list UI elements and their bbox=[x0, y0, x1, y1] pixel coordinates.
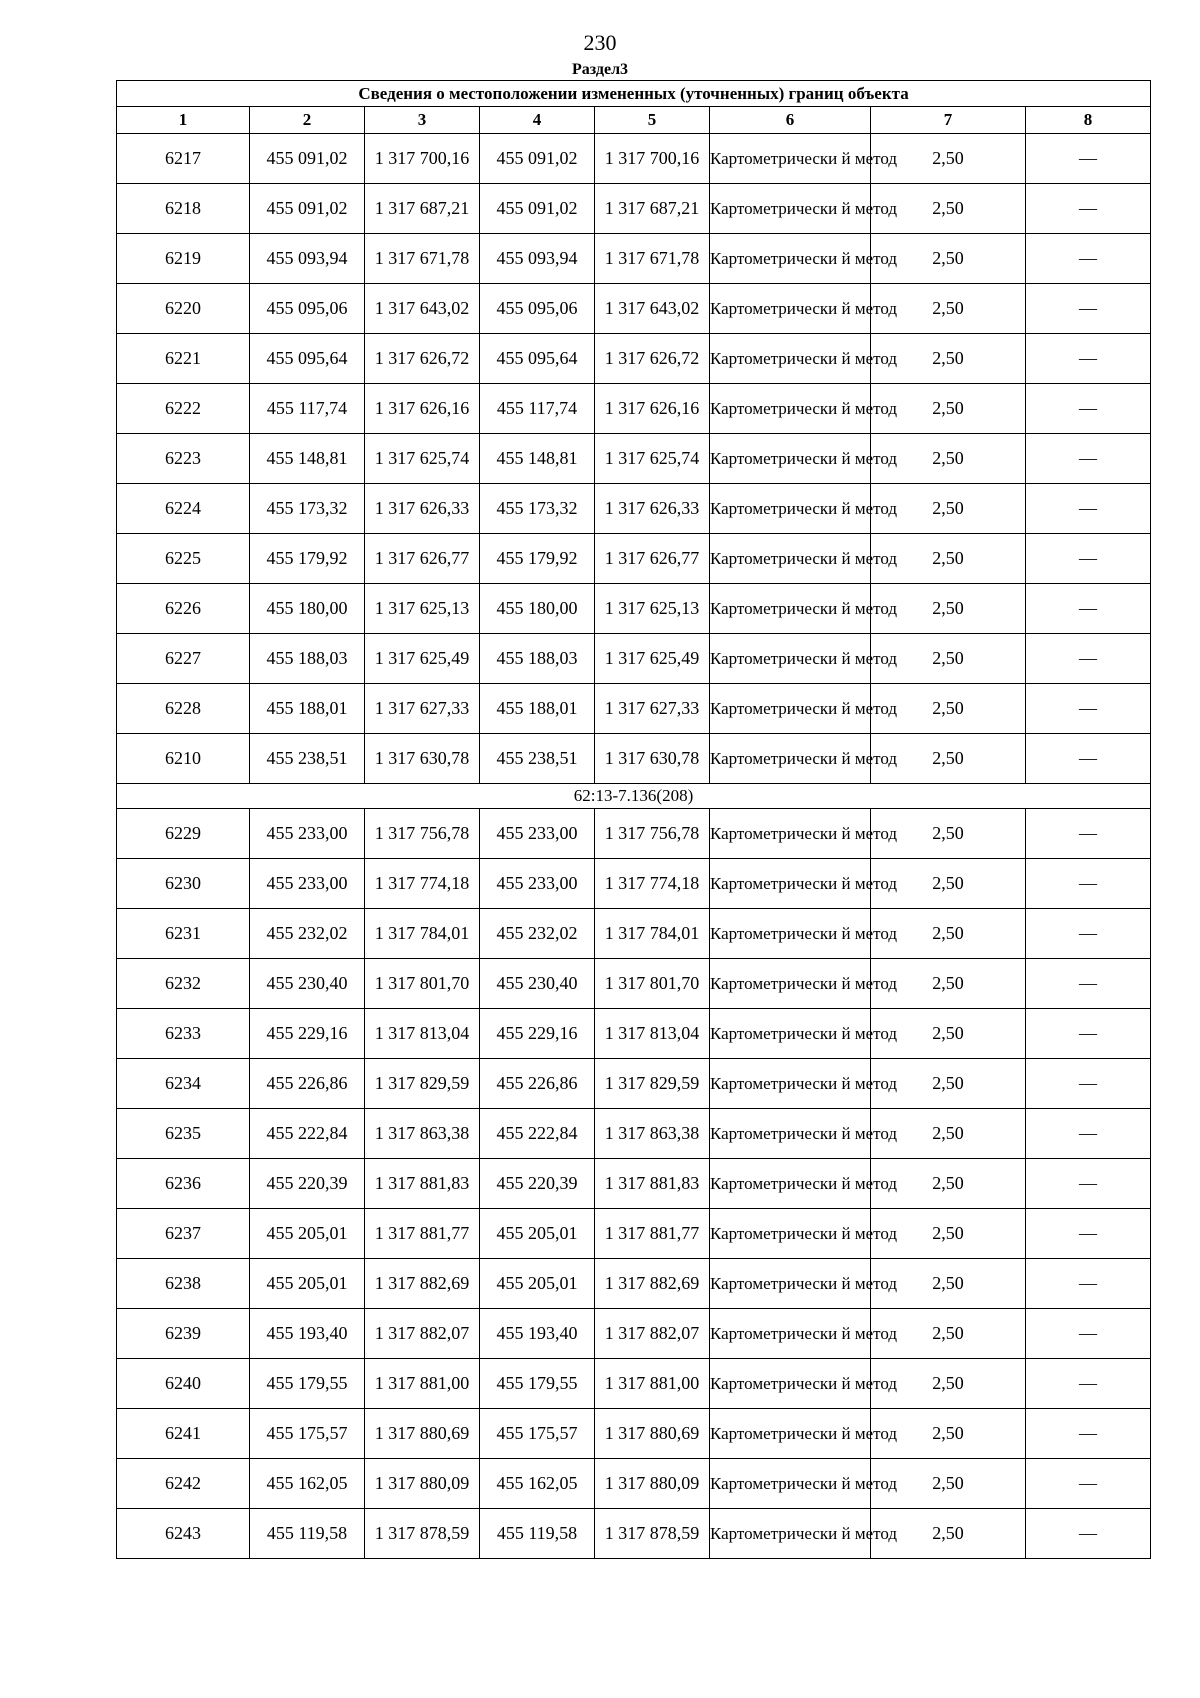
table-cell-col-4: 455 205,01 bbox=[480, 1259, 595, 1309]
table-cell-col-6: Картометрически й метод bbox=[710, 859, 871, 909]
table-cell-col-5: 1 317 625,13 bbox=[595, 584, 710, 634]
table-cell-col-4: 455 091,02 bbox=[480, 184, 595, 234]
column-number-6: 6 bbox=[710, 107, 871, 134]
table-cell-col-1: 6232 bbox=[117, 959, 250, 1009]
table-cell-col-1: 6239 bbox=[117, 1309, 250, 1359]
table-row bbox=[117, 434, 1151, 484]
table-row bbox=[117, 1159, 1151, 1209]
table-cell-col-2: 455 220,39 bbox=[250, 1159, 365, 1209]
table-cell-col-4: 455 205,01 bbox=[480, 1209, 595, 1259]
table-cell-col-6: Картометрически й метод bbox=[710, 1509, 871, 1559]
table-cell-col-8: — bbox=[1026, 1309, 1151, 1359]
table-cell-col-4: 455 095,06 bbox=[480, 284, 595, 334]
table-cell-col-5: 1 317 801,70 bbox=[595, 959, 710, 1009]
table-cell-col-6: Картометрически й метод bbox=[710, 1009, 871, 1059]
table-cell-col-3: 1 317 627,33 bbox=[365, 684, 480, 734]
table-cell-col-2: 455 119,58 bbox=[250, 1509, 365, 1559]
table-cell-col-2: 455 095,64 bbox=[250, 334, 365, 384]
table-cell-col-4: 455 220,39 bbox=[480, 1159, 595, 1209]
table-cell-col-6: Картометрически й метод bbox=[710, 434, 871, 484]
table-cell-col-7: 2,50 bbox=[871, 809, 1026, 859]
table-cell-col-3: 1 317 626,72 bbox=[365, 334, 480, 384]
table-row bbox=[117, 1209, 1151, 1259]
table-cell-col-7: 2,50 bbox=[871, 434, 1026, 484]
table-cell-col-7: 2,50 bbox=[871, 959, 1026, 1009]
table-cell-col-2: 455 232,02 bbox=[250, 909, 365, 959]
table-cell-col-5: 1 317 630,78 bbox=[595, 734, 710, 784]
table-cell-col-1: 6229 bbox=[117, 809, 250, 859]
table-cell-col-8: — bbox=[1026, 809, 1151, 859]
table-cell-col-6: Картометрически й метод bbox=[710, 334, 871, 384]
table-cell-col-2: 455 238,51 bbox=[250, 734, 365, 784]
table-cell-col-8: — bbox=[1026, 1109, 1151, 1159]
table-cell-col-5: 1 317 626,77 bbox=[595, 534, 710, 584]
table-cell-col-6: Картометрически й метод bbox=[710, 634, 871, 684]
table-cell-col-3: 1 317 881,00 bbox=[365, 1359, 480, 1409]
table-cell-col-6: Картометрически й метод bbox=[710, 1109, 871, 1159]
table-row bbox=[117, 809, 1151, 859]
table-cell-col-4: 455 233,00 bbox=[480, 809, 595, 859]
table-cell-col-7: 2,50 bbox=[871, 184, 1026, 234]
table-cell-col-4: 455 162,05 bbox=[480, 1459, 595, 1509]
table-cell-col-6: Картометрически й метод bbox=[710, 1409, 871, 1459]
table-cell-col-4: 455 148,81 bbox=[480, 434, 595, 484]
table-cell-col-7: 2,50 bbox=[871, 384, 1026, 434]
table-cell-col-4: 455 091,02 bbox=[480, 134, 595, 184]
table-row bbox=[117, 1409, 1151, 1459]
table-cell-col-4: 455 193,40 bbox=[480, 1309, 595, 1359]
table-cell-col-1: 6230 bbox=[117, 859, 250, 909]
table-cell-col-1: 6235 bbox=[117, 1109, 250, 1159]
table-cell-col-5: 1 317 881,00 bbox=[595, 1359, 710, 1409]
table-cell-col-7: 2,50 bbox=[871, 134, 1026, 184]
table-cell-col-6: Картометрически й метод bbox=[710, 734, 871, 784]
table-cell-col-2: 455 222,84 bbox=[250, 1109, 365, 1159]
table-cell-col-6: Картометрически й метод bbox=[710, 1059, 871, 1109]
table-cell-col-7: 2,50 bbox=[871, 1109, 1026, 1159]
table-cell-col-3: 1 317 880,09 bbox=[365, 1459, 480, 1509]
table-cell-col-7: 2,50 bbox=[871, 534, 1026, 584]
table-cell-col-1: 6217 bbox=[117, 134, 250, 184]
table-cell-col-7: 2,50 bbox=[871, 284, 1026, 334]
table-cell-col-3: 1 317 643,02 bbox=[365, 284, 480, 334]
table-cell-col-6: Картометрически й метод bbox=[710, 184, 871, 234]
table-cell-col-8: — bbox=[1026, 384, 1151, 434]
table-cell-col-1: 6219 bbox=[117, 234, 250, 284]
table-cell-col-5: 1 317 756,78 bbox=[595, 809, 710, 859]
table-cell-col-5: 1 317 881,83 bbox=[595, 1159, 710, 1209]
table-cell-col-8: — bbox=[1026, 1409, 1151, 1459]
table-cell-col-2: 455 148,81 bbox=[250, 434, 365, 484]
table-cell-col-3: 1 317 687,21 bbox=[365, 184, 480, 234]
table-cell-col-2: 455 205,01 bbox=[250, 1259, 365, 1309]
table-cell-col-6: Картометрически й метод bbox=[710, 234, 871, 284]
table-cell-col-2: 455 093,94 bbox=[250, 234, 365, 284]
table-row bbox=[117, 284, 1151, 334]
table-cell-col-4: 455 188,03 bbox=[480, 634, 595, 684]
table-row bbox=[117, 184, 1151, 234]
table-cell-col-8: — bbox=[1026, 1359, 1151, 1409]
table-cell-col-5: 1 317 643,02 bbox=[595, 284, 710, 334]
table-cell-col-6: Картометрически й метод bbox=[710, 1309, 871, 1359]
table-cell-col-2: 455 117,74 bbox=[250, 384, 365, 434]
table-cell-col-5: 1 317 625,49 bbox=[595, 634, 710, 684]
table-cell-col-7: 2,50 bbox=[871, 1409, 1026, 1459]
table-cell-col-3: 1 317 625,74 bbox=[365, 434, 480, 484]
column-number-5: 5 bbox=[595, 107, 710, 134]
table-cell-col-8: — bbox=[1026, 734, 1151, 784]
table-cell-col-1: 6227 bbox=[117, 634, 250, 684]
table-cell-col-6: Картометрически й метод bbox=[710, 584, 871, 634]
table-cell-col-8: — bbox=[1026, 334, 1151, 384]
table-cell-col-5: 1 317 813,04 bbox=[595, 1009, 710, 1059]
table-cell-col-1: 6243 bbox=[117, 1509, 250, 1559]
table-cell-col-4: 455 175,57 bbox=[480, 1409, 595, 1459]
table-row bbox=[117, 484, 1151, 534]
table-cell-col-2: 455 188,03 bbox=[250, 634, 365, 684]
table-cell-col-5: 1 317 880,09 bbox=[595, 1459, 710, 1509]
table-cell-col-6: Картометрически й метод bbox=[710, 534, 871, 584]
table-cell-col-8: — bbox=[1026, 1009, 1151, 1059]
table-cell-col-1: 6210 bbox=[117, 734, 250, 784]
table-body bbox=[117, 134, 1151, 1559]
table-cell-col-1: 6223 bbox=[117, 434, 250, 484]
section-title: Раздел3 bbox=[571, 61, 629, 78]
table-cell-col-1: 6237 bbox=[117, 1209, 250, 1259]
table-cell-col-2: 455 226,86 bbox=[250, 1059, 365, 1109]
table-row bbox=[117, 234, 1151, 284]
column-number-1: 1 bbox=[117, 107, 250, 134]
table-cell-col-4: 455 229,16 bbox=[480, 1009, 595, 1059]
table-cell-col-3: 1 317 784,01 bbox=[365, 909, 480, 959]
table-row bbox=[117, 1359, 1151, 1409]
table-cell-col-3: 1 317 881,77 bbox=[365, 1209, 480, 1259]
table-cell-col-2: 455 205,01 bbox=[250, 1209, 365, 1259]
table-cell-col-1: 6224 bbox=[117, 484, 250, 534]
table-cell-col-7: 2,50 bbox=[871, 909, 1026, 959]
table-cell-col-8: — bbox=[1026, 434, 1151, 484]
table-cell-col-2: 455 091,02 bbox=[250, 184, 365, 234]
table-cell-col-7: 2,50 bbox=[871, 734, 1026, 784]
table-cell-col-5: 1 317 880,69 bbox=[595, 1409, 710, 1459]
table-cell-col-2: 455 173,32 bbox=[250, 484, 365, 534]
table-row bbox=[117, 634, 1151, 684]
table-cell-col-1: 6221 bbox=[117, 334, 250, 384]
table-cell-col-8: — bbox=[1026, 184, 1151, 234]
table-cell-col-4: 455 093,94 bbox=[480, 234, 595, 284]
table-row bbox=[117, 1309, 1151, 1359]
table-cell-col-7: 2,50 bbox=[871, 1309, 1026, 1359]
table-cell-col-5: 1 317 626,33 bbox=[595, 484, 710, 534]
table-cell-col-8: — bbox=[1026, 1159, 1151, 1209]
table-cell-col-1: 6222 bbox=[117, 384, 250, 434]
table-cell-col-5: 1 317 882,07 bbox=[595, 1309, 710, 1359]
table-cell-col-8: — bbox=[1026, 1509, 1151, 1559]
table-cell-col-8: — bbox=[1026, 1209, 1151, 1259]
column-number-3: 3 bbox=[365, 107, 480, 134]
table-cell-col-2: 455 162,05 bbox=[250, 1459, 365, 1509]
table-cell-col-1: 6238 bbox=[117, 1259, 250, 1309]
table-cell-col-2: 455 229,16 bbox=[250, 1009, 365, 1059]
table-cell-col-2: 455 233,00 bbox=[250, 859, 365, 909]
table-cell-col-6: Картометрически й метод bbox=[710, 134, 871, 184]
table-cell-col-5: 1 317 784,01 bbox=[595, 909, 710, 959]
table-cell-col-1: 6225 bbox=[117, 534, 250, 584]
table-cell-col-2: 455 233,00 bbox=[250, 809, 365, 859]
table-cell-col-5: 1 317 829,59 bbox=[595, 1059, 710, 1109]
table-cell-col-2: 455 091,02 bbox=[250, 134, 365, 184]
table-cell-col-8: — bbox=[1026, 1059, 1151, 1109]
table-cell-col-7: 2,50 bbox=[871, 484, 1026, 534]
table-cell-col-1: 6242 bbox=[117, 1459, 250, 1509]
table-row bbox=[117, 334, 1151, 384]
table-cell-col-7: 2,50 bbox=[871, 1159, 1026, 1209]
table-cell-col-5: 1 317 626,16 bbox=[595, 384, 710, 434]
table-cell-col-6: Картометрически й метод bbox=[710, 1259, 871, 1309]
table-row bbox=[117, 534, 1151, 584]
table-cell-col-6: Картометрически й метод bbox=[710, 284, 871, 334]
table-cell-col-2: 455 180,00 bbox=[250, 584, 365, 634]
table-cell-col-3: 1 317 813,04 bbox=[365, 1009, 480, 1059]
table-cell-col-6: Картометрически й метод bbox=[710, 684, 871, 734]
table-cell-col-8: — bbox=[1026, 959, 1151, 1009]
table-cell-col-7: 2,50 bbox=[871, 1059, 1026, 1109]
table-cell-col-7: 2,50 bbox=[871, 584, 1026, 634]
table-cell-col-6: Картометрически й метод bbox=[710, 484, 871, 534]
table-cell-col-5: 1 317 863,38 bbox=[595, 1109, 710, 1159]
table-cell-col-8: — bbox=[1026, 484, 1151, 534]
table-row bbox=[117, 134, 1151, 184]
table-cell-col-2: 455 230,40 bbox=[250, 959, 365, 1009]
table-cell-col-7: 2,50 bbox=[871, 859, 1026, 909]
table-row bbox=[117, 1009, 1151, 1059]
table-cell-col-7: 2,50 bbox=[871, 1459, 1026, 1509]
table-cell-col-7: 2,50 bbox=[871, 234, 1026, 284]
page-number: 230 bbox=[583, 30, 617, 55]
table-cell-col-8: — bbox=[1026, 284, 1151, 334]
table-cell-col-6: Картометрически й метод bbox=[710, 959, 871, 1009]
table-cell-col-5: 1 317 687,21 bbox=[595, 184, 710, 234]
table-cell-col-2: 455 188,01 bbox=[250, 684, 365, 734]
table-cell-col-2: 455 179,55 bbox=[250, 1359, 365, 1409]
table-cell-col-7: 2,50 bbox=[871, 1359, 1026, 1409]
group-label-row bbox=[117, 784, 1151, 809]
table-cell-col-7: 2,50 bbox=[871, 1009, 1026, 1059]
table-cell-col-4: 455 117,74 bbox=[480, 384, 595, 434]
table-cell-col-5: 1 317 774,18 bbox=[595, 859, 710, 909]
table-cell-col-6: Картометрически й метод bbox=[710, 384, 871, 434]
table-cell-col-3: 1 317 700,16 bbox=[365, 134, 480, 184]
table-cell-col-5: 1 317 882,69 bbox=[595, 1259, 710, 1309]
table-cell-col-3: 1 317 881,83 bbox=[365, 1159, 480, 1209]
table-cell-col-4: 455 119,58 bbox=[480, 1509, 595, 1559]
table-cell-col-1: 6218 bbox=[117, 184, 250, 234]
column-number-2: 2 bbox=[250, 107, 365, 134]
table-cell-col-1: 6231 bbox=[117, 909, 250, 959]
table-row bbox=[117, 1459, 1151, 1509]
table-cell-col-1: 6241 bbox=[117, 1409, 250, 1459]
table-row bbox=[117, 734, 1151, 784]
table-cell-col-5: 1 317 626,72 bbox=[595, 334, 710, 384]
table-cell-col-3: 1 317 756,78 bbox=[365, 809, 480, 859]
table-cell-col-4: 455 222,84 bbox=[480, 1109, 595, 1159]
column-number-4: 4 bbox=[480, 107, 595, 134]
table-cell-col-8: — bbox=[1026, 584, 1151, 634]
table-cell-col-4: 455 179,92 bbox=[480, 534, 595, 584]
table-row bbox=[117, 584, 1151, 634]
table-cell-col-7: 2,50 bbox=[871, 684, 1026, 734]
table-cell-col-8: — bbox=[1026, 859, 1151, 909]
table-cell-col-8: — bbox=[1026, 684, 1151, 734]
table-cell-col-5: 1 317 625,74 bbox=[595, 434, 710, 484]
table-cell-col-5: 1 317 627,33 bbox=[595, 684, 710, 734]
table-cell-col-4: 455 179,55 bbox=[480, 1359, 595, 1409]
table-row bbox=[117, 684, 1151, 734]
table-row bbox=[117, 959, 1151, 1009]
table-cell-col-4: 455 180,00 bbox=[480, 584, 595, 634]
table-cell-col-6: Картометрически й метод bbox=[710, 1459, 871, 1509]
table-cell-col-2: 455 193,40 bbox=[250, 1309, 365, 1359]
table-cell-col-1: 6236 bbox=[117, 1159, 250, 1209]
table-cell-col-8: — bbox=[1026, 1459, 1151, 1509]
table-row bbox=[117, 1509, 1151, 1559]
table-cell-col-8: — bbox=[1026, 909, 1151, 959]
table-cell-col-8: — bbox=[1026, 534, 1151, 584]
table-cell-col-1: 6240 bbox=[117, 1359, 250, 1409]
table-cell-col-4: 455 095,64 bbox=[480, 334, 595, 384]
table-cell-col-3: 1 317 829,59 bbox=[365, 1059, 480, 1109]
table-cell-col-3: 1 317 882,69 bbox=[365, 1259, 480, 1309]
table-cell-col-2: 455 095,06 bbox=[250, 284, 365, 334]
table-cell-col-4: 455 233,00 bbox=[480, 859, 595, 909]
table-cell-col-6: Картометрически й метод bbox=[710, 1209, 871, 1259]
table-cell-col-3: 1 317 625,49 bbox=[365, 634, 480, 684]
column-number-7: 7 bbox=[871, 107, 1026, 134]
table-cell-col-4: 455 232,02 bbox=[480, 909, 595, 959]
table-cell-col-3: 1 317 880,69 bbox=[365, 1409, 480, 1459]
table-cell-col-8: — bbox=[1026, 1259, 1151, 1309]
table-cell-col-8: — bbox=[1026, 134, 1151, 184]
table-cell-col-7: 2,50 bbox=[871, 1509, 1026, 1559]
table-cell-col-4: 455 188,01 bbox=[480, 684, 595, 734]
table-cell-col-3: 1 317 626,33 bbox=[365, 484, 480, 534]
table-cell-col-3: 1 317 626,77 bbox=[365, 534, 480, 584]
table-cell-col-8: — bbox=[1026, 234, 1151, 284]
table-cell-col-1: 6228 bbox=[117, 684, 250, 734]
table-cell-col-4: 455 226,86 bbox=[480, 1059, 595, 1109]
table-cell-col-5: 1 317 700,16 bbox=[595, 134, 710, 184]
table-cell-col-1: 6226 bbox=[117, 584, 250, 634]
table-row bbox=[117, 1259, 1151, 1309]
table-caption: Сведения о местоположении измененных (уточненных) границ объекта bbox=[117, 81, 1151, 107]
table-cell-col-1: 6234 bbox=[117, 1059, 250, 1109]
table-cell-col-3: 1 317 630,78 bbox=[365, 734, 480, 784]
column-number-row bbox=[117, 107, 1151, 134]
table-cell-col-8: — bbox=[1026, 634, 1151, 684]
table-cell-col-6: Картометрически й метод bbox=[710, 909, 871, 959]
table-row bbox=[117, 1109, 1151, 1159]
coordinates-table bbox=[116, 80, 1151, 1559]
table-cell-col-5: 1 317 881,77 bbox=[595, 1209, 710, 1259]
table-cell-col-3: 1 317 863,38 bbox=[365, 1109, 480, 1159]
table-cell-col-5: 1 317 671,78 bbox=[595, 234, 710, 284]
group-label: 62:13-7.136(208) bbox=[117, 784, 1151, 809]
table-cell-col-1: 6220 bbox=[117, 284, 250, 334]
table-cell-col-4: 455 230,40 bbox=[480, 959, 595, 1009]
table-cell-col-4: 455 173,32 bbox=[480, 484, 595, 534]
table-cell-col-3: 1 317 625,13 bbox=[365, 584, 480, 634]
table-row bbox=[117, 859, 1151, 909]
table-cell-col-7: 2,50 bbox=[871, 334, 1026, 384]
table-cell-col-3: 1 317 801,70 bbox=[365, 959, 480, 1009]
table-cell-col-5: 1 317 878,59 bbox=[595, 1509, 710, 1559]
table-cell-col-7: 2,50 bbox=[871, 1209, 1026, 1259]
table-cell-col-6: Картометрически й метод bbox=[710, 1159, 871, 1209]
table-cell-col-3: 1 317 878,59 bbox=[365, 1509, 480, 1559]
table-cell-col-7: 2,50 bbox=[871, 1259, 1026, 1309]
table-cell-col-2: 455 179,92 bbox=[250, 534, 365, 584]
table-cell-col-3: 1 317 774,18 bbox=[365, 859, 480, 909]
table-cell-col-1: 6233 bbox=[117, 1009, 250, 1059]
table-cell-col-7: 2,50 bbox=[871, 634, 1026, 684]
table-cell-col-3: 1 317 671,78 bbox=[365, 234, 480, 284]
column-number-8: 8 bbox=[1026, 107, 1151, 134]
table-row bbox=[117, 909, 1151, 959]
table-cell-col-4: 455 238,51 bbox=[480, 734, 595, 784]
table-cell-col-2: 455 175,57 bbox=[250, 1409, 365, 1459]
table-cell-col-3: 1 317 882,07 bbox=[365, 1309, 480, 1359]
table-cell-col-6: Картометрически й метод bbox=[710, 1359, 871, 1409]
table-row bbox=[117, 384, 1151, 434]
table-cell-col-3: 1 317 626,16 bbox=[365, 384, 480, 434]
table-row bbox=[117, 1059, 1151, 1109]
table-cell-col-6: Картометрически й метод bbox=[710, 809, 871, 859]
